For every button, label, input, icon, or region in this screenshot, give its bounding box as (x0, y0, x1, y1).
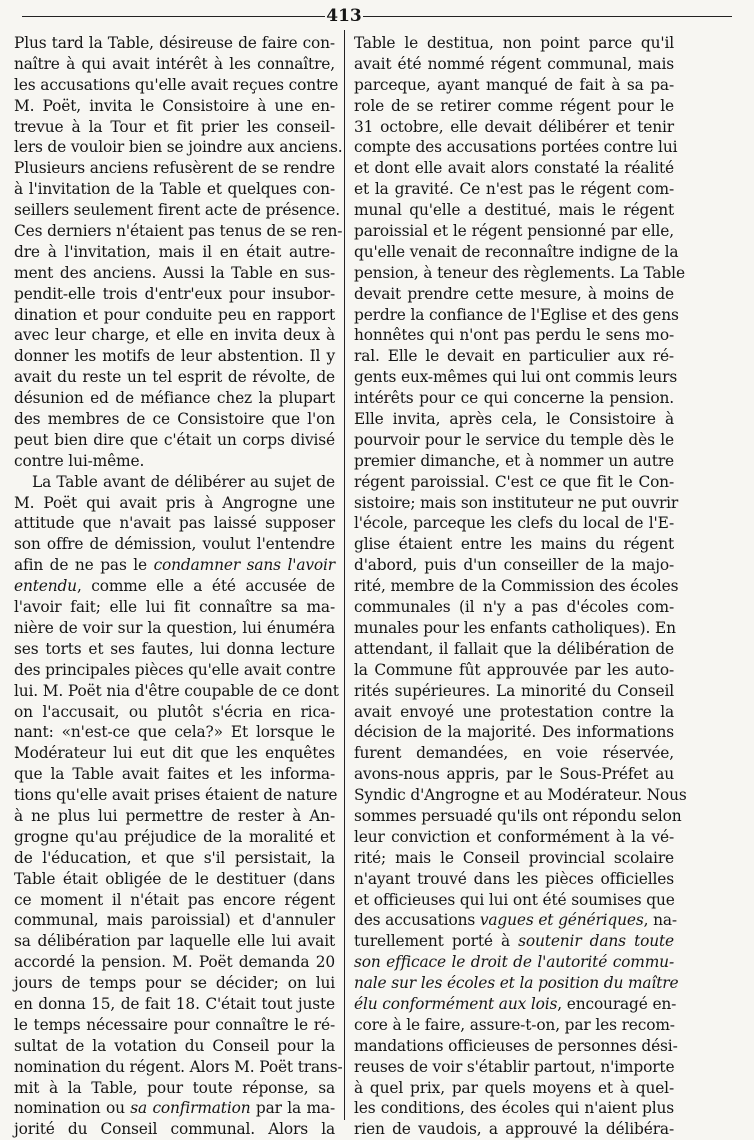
text-line: reuses de voir s'établir partout, n'importe (354, 1057, 675, 1076)
text-line: Syndic d'Angrogne et au Modérateur. Nous (354, 786, 687, 805)
text-run: par la ma- (255, 1099, 335, 1118)
text-line (354, 952, 674, 973)
text-line: perdre la confiance de l'Eglise et des gens (354, 305, 679, 324)
text-line: M. Poët, invita le Consistoire à une en- (14, 96, 335, 115)
text-line: n'ayant trouvé dans les pièces officielles (354, 869, 674, 888)
text-run: , na- (643, 911, 677, 930)
text-line: Modérateur lui eut dit que les enquêtes (14, 744, 335, 763)
text-line: leur conviction et conformément à la vé- (354, 827, 674, 846)
text-line (354, 910, 677, 931)
text-run: nomination ou (14, 1099, 125, 1118)
text-line: l'école, parceque les clefs du local de l'E- (354, 514, 674, 533)
text-line (14, 555, 335, 576)
text-line: régent paroissial. C'est ce que fit le Con- (354, 472, 674, 491)
text-line: attendant, il fallait que la délibération de (354, 639, 674, 658)
text-line: munales pour les enfants catholiques). En (354, 618, 676, 637)
text-line: naître à qui avait intérêt à les connaître, (14, 54, 335, 73)
text-line: on l'accusait, ou plutôt s'écria en rica- (14, 702, 335, 721)
header-rule-right (363, 16, 732, 17)
text-line: Elle invita, après cela, le Consistoire à (354, 410, 674, 429)
text-line: lui. M. Poët nia d'être coupable de ce dont (14, 681, 339, 700)
text-line: Table était obligée de le destituer (dans (14, 869, 335, 888)
text-line: ce moment il n'était pas encore régent (14, 890, 335, 909)
text-run: , encouragé en- (557, 994, 677, 1013)
text-run: turellement porté à (354, 932, 511, 951)
text-line: honnêtes qui n'ont pas perdu le sens mo- (354, 326, 674, 345)
text-line: que la Table avait faites et les informa- (14, 765, 335, 784)
text-line: d'abord, puis d'un conseiller de la majo- (354, 556, 674, 575)
italic-run: entendu (14, 577, 77, 596)
text-run: des accusations (354, 911, 476, 930)
text-line: à l'invitation de la Table et quelques con- (14, 180, 335, 199)
text-line: trevue à la Tour et fit prier les conseil- (14, 117, 335, 136)
text-line: Plus tard la Table, désireuse de faire con- (14, 34, 335, 52)
text-line: glise étaient entre les mains du régent (354, 535, 674, 554)
text-line: à quel prix, par quels moyens et à quel- (354, 1078, 674, 1097)
text-line: rité; mais le Conseil provincial scolaire (354, 848, 674, 867)
italic-run: condamner sans l'avoir (153, 556, 335, 575)
text-line: ses torts et ses fautes, lui donna lecture (14, 639, 335, 658)
text-line: avons-nous appris, par le Sous-Préfet au (354, 765, 674, 784)
italic-run: vagues et génériques (479, 911, 644, 930)
text-line: sa délibération par laquelle elle lui avait (14, 932, 335, 951)
text-line: tions qu'elle avait prises étaient de nature (14, 786, 338, 805)
text-line: rités supérieures. La minorité du Conseil (354, 681, 674, 700)
italic-run: élu conformément aux lois (354, 994, 558, 1013)
text-line: nomination du régent. Alors M. Poët trans- (14, 1057, 343, 1076)
text-line: dre à l'invitation, mais il en était autre- (14, 242, 335, 261)
text-line: la Commune fût approuvée par les auto- (354, 660, 674, 679)
text-line: avec leur charge, et elle en invita deux à (14, 326, 335, 345)
text-line: à ne plus lui permettre de rester à An- (14, 806, 335, 825)
text-line: des membres de ce Consistoire que l'on (14, 410, 335, 429)
text-line: Plusieurs anciens refusèrent de se rendre (14, 159, 335, 178)
text-line: Table le destitua, non point parce qu'il (354, 34, 674, 52)
text-line: mit à la Table, pour toute réponse, sa (14, 1078, 335, 1097)
text-line: 31 octobre, elle devait délibérer et tenir (354, 117, 674, 136)
text-line (354, 973, 679, 994)
text-line: jorité du Conseil communal. Alors la (14, 1120, 335, 1139)
text-line: attitude que n'avait pas laissé supposer (14, 514, 335, 533)
text-line: Ces derniers n'étaient pas tenus de se ren- (14, 222, 343, 241)
text-run: , comme elle a été accusée de (76, 577, 335, 596)
text-line: dination et pour conduite peu en rapport (14, 305, 335, 324)
text-line (354, 931, 674, 952)
text-line: en donna 15, de fait 18. C'était tout juste (14, 994, 335, 1013)
text-line: sultat de la votation du Conseil pour la (14, 1036, 335, 1055)
text-line: grogne qu'au préjudice de la moralité et (14, 827, 335, 846)
text-line: core à le faire, assure-t-on, par les recom- (354, 1015, 675, 1034)
left-column (14, 33, 343, 1139)
text-line: et officieuses qui lui ont été soumises que (354, 890, 675, 909)
right-column (354, 33, 687, 1139)
text-line: munal qu'elle a destitué, mais le régent (354, 201, 674, 220)
page-number: 413 (326, 6, 362, 26)
text-line (14, 576, 335, 597)
text-line: paroissial et le régent pensionné par elle, (354, 222, 674, 241)
text-line: avait été nommé régent communal, mais (354, 54, 674, 73)
text-line: et dont elle avait alors constaté la réalité (354, 159, 674, 178)
header-rule-left (22, 16, 325, 17)
text-line: communales (il n'y a pas d'écoles com- (354, 598, 674, 617)
text-line: accordé la pension. M. Poët demanda 20 (14, 953, 335, 972)
text-line: sistoire; mais son instituteur ne put ouvrir (354, 493, 679, 512)
text-line: avait du reste un tel esprit de révolte, de (14, 368, 335, 387)
text-line: décision de la majorité. Des informations (354, 723, 674, 742)
text-line: désunion ed de méfiance chez la plupart (14, 389, 335, 408)
text-line: lers de vouloir bien se joindre aux anciens. (14, 138, 343, 157)
text-line: nière de voir sur la question, lui énuméra (14, 618, 335, 637)
text-line: communal, mais paroissial) et d'annuler (14, 911, 335, 930)
text-line: qu'elle venait de reconnaître indigne de la (354, 242, 679, 261)
text-line: La Table avant de délibérer au sujet de (32, 472, 335, 491)
text-line: le temps nécessaire pour connaître le ré- (14, 1015, 335, 1034)
text-line: les conditions, des écoles qui n'aient plus (354, 1099, 674, 1118)
italic-run: soutenir dans toute (518, 932, 674, 951)
text-line: ral. Elle le devait en particulier aux ré- (354, 347, 674, 366)
text-line: son offre de démission, voulut l'entendre (14, 535, 335, 554)
text-line: mandations officieuses de personnes dési- (354, 1036, 678, 1055)
text-run: afin de ne pas le (14, 556, 147, 575)
text-line: et la gravité. Ce n'est pas le régent com- (354, 180, 674, 199)
text-line: rien de vaudois, a approuvé la délibéra- (354, 1120, 674, 1139)
text-line: sommes persuadé qu'ils ont répondu selon (354, 806, 682, 825)
text-line: des principales pièces qu'elle avait contre (14, 660, 336, 679)
text-line: pourvoir pour le service du temple dès le (354, 430, 674, 449)
text-line: ment des anciens. Aussi la Table en sus- (14, 263, 335, 282)
text-line: furent demandées, en voie réservée, (354, 744, 674, 763)
text-line: pension, à teneur des règlements. La Table (354, 263, 685, 282)
text-line: intérêts pour ce qui concerne la pension. (354, 389, 674, 408)
text-line: jours de temps pour se décider; on lui (14, 974, 335, 993)
text-line: compte des accusations portées contre lui (354, 138, 678, 157)
text-line: donner les motifs de leur abstention. Il y (14, 347, 335, 366)
text-line: gents eux-mêmes qui lui ont commis leurs (354, 368, 678, 387)
text-line: contre lui-même. (14, 451, 145, 470)
text-line: avait envoyé une protestation contre la (354, 702, 674, 721)
italic-run: nale sur les écoles et la position du maître (354, 974, 679, 993)
text-line: peut bien dire que c'était un corps divisé (14, 430, 335, 449)
text-line: M. Poët qui avait pris à Angrogne une (14, 493, 335, 512)
page-header (0, 6, 754, 28)
text-line: les accusations qu'elle avait reçues contre (14, 75, 339, 94)
text-line: role de se retirer comme régent pour le (354, 96, 674, 115)
text-line: devait prendre cette mesure, à moins de (354, 284, 674, 303)
text-line: pendit-elle trois d'entr'eux pour insubor- (14, 284, 335, 303)
text-line: premier dimanche, et à nommer un autre (354, 451, 674, 470)
text-line: seillers seulement firent acte de présence. (14, 201, 340, 220)
text-line: parceque, ayant manqué de fait à sa pa- (354, 75, 674, 94)
text-line: nant: «n'est-ce que cela?» Et lorsque le (14, 723, 335, 742)
text-line: de l'éducation, et que s'il persistait, la (14, 848, 335, 867)
text-line: l'avoir fait; elle lui fit connaître sa ma- (14, 598, 335, 617)
column-divider (344, 30, 345, 1120)
text-line (354, 994, 677, 1015)
text-line: rité, membre de la Commission des écoles (354, 577, 679, 596)
italic-run: son efficace le droit de l'autorité commu- (354, 953, 674, 972)
italic-run: sa confirmation (130, 1099, 251, 1118)
text-line (14, 1098, 335, 1119)
